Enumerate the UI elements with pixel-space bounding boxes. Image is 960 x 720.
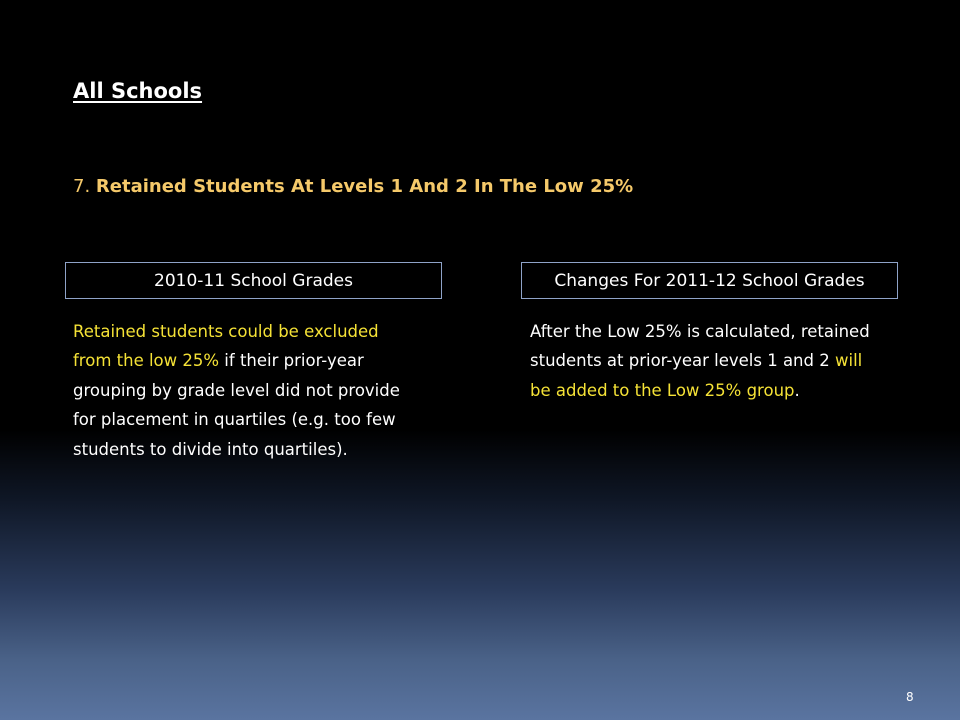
right-column-text — [530, 317, 875, 405]
right-column-header: Changes For 2011-12 School Grades — [521, 262, 898, 299]
left-highlight: Retained students could be excluded from the low 25% — [73, 322, 379, 371]
section-title: All Schools — [73, 79, 203, 103]
right-highlight: will be added to the Low 25% group — [530, 351, 863, 400]
left-column-text — [73, 317, 418, 464]
page-number: 8 — [906, 690, 914, 704]
topic-number: 7. — [73, 176, 96, 197]
left-rest: if their prior-year grouping by grade level did not provide for placement in quartiles (e.g. too few students to divide into quartiles). — [73, 351, 400, 459]
right-end: . — [794, 380, 800, 400]
right-intro: After the Low 25% is calculated, retained students at prior-year levels 1 and 2 — [530, 322, 870, 371]
left-column-header: 2010-11 School Grades — [65, 262, 442, 299]
topic-heading — [73, 176, 633, 197]
topic-title: Retained Students At Levels 1 And 2 In The Low 25% — [95, 176, 634, 197]
